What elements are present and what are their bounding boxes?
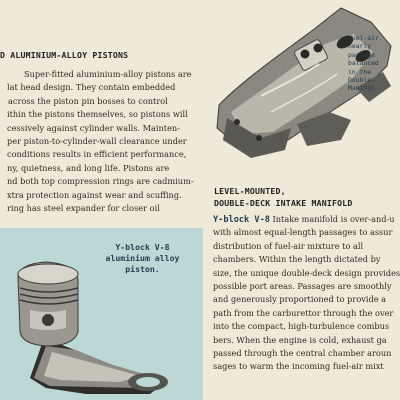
piston-caption: [95, 242, 190, 275]
pistons-line: across the piston pin bosses to control: [8, 95, 168, 106]
manifold-caption-line: in the: [348, 67, 372, 76]
piston-caption-line: piston.: [125, 264, 160, 274]
pistons-line: ithin the pistons themselves, so pistons will: [7, 109, 188, 120]
pistons-line: nd both top compression rings are cadmium-: [7, 176, 194, 187]
piston-caption-line: Y-block V-8: [115, 242, 170, 252]
manifold-heading-line-2: DOUBLE-DECK INTAKE MANIFOLD: [214, 198, 353, 208]
manifold-caption-line: Manifol: [348, 84, 375, 93]
manifold-caption-line: passage: [348, 50, 375, 59]
manifold-line: chambers. Within the length dictated by: [213, 254, 381, 265]
manifold-line: passed through the central chamber aroun: [213, 347, 392, 358]
manifold-caption-line: Double-: [348, 75, 375, 84]
pistons-paragraph: [0, 68, 194, 215]
manifold-paragraph: [213, 213, 400, 374]
pistons-line: cessively against cylinder walls. Mainten-: [7, 122, 180, 133]
manifold-caption-line: balanced: [348, 59, 379, 68]
manifold-line: with almost equal-length passages to assur: [213, 227, 393, 238]
manifold-heading-line-1: LEVEL-MOUNTED,: [214, 186, 286, 196]
pistons-heading: D ALUMINIUM-ALLOY PISTONS: [0, 50, 129, 60]
manifold-lead: Y-block V-8: [213, 215, 270, 225]
pistons-line: ring has steel expander for closer oil: [7, 202, 160, 213]
pistons-line: Super-fitted aluminium-alloy pistons are: [24, 69, 192, 79]
manifold-line: bers. When the engine is cold, exhaust ga: [213, 334, 387, 345]
manifold-caption: [348, 34, 379, 93]
manifold-line: size, the unique double-deck design provides: [213, 267, 400, 278]
manifold-line: sages to warm the incoming fuel-air mixt: [213, 361, 384, 372]
manifold-first-line-rest: Intake manifold is over-and-u: [269, 214, 395, 224]
pistons-line: ny, quietness, and long life. Pistons are: [7, 162, 170, 173]
manifold-line: path from the carburettor through the over: [213, 307, 394, 318]
pistons-line: lat head design. They contain embedded: [7, 82, 176, 93]
pistons-line: xtra protection against wear and scuffing.: [7, 189, 182, 200]
manifold-caption-line: nearly: [348, 42, 372, 51]
piston-caption-line: aluminium alloy: [105, 253, 180, 263]
manifold-line: into the compact, high-turbulence combus: [213, 321, 390, 332]
manifold-line: possible port areas. Passages are smoothly: [213, 280, 392, 291]
manifold-line: and generously proportioned to provide a: [213, 294, 387, 305]
piston-photo-panel: [0, 228, 203, 400]
manifold-first-line: [213, 213, 400, 226]
manifold-caption-line: Fuel-air: [348, 34, 379, 42]
pistons-line: per piston-to-cylinder-wall clearance under: [7, 135, 187, 146]
manifold-line: distribution of fuel-air mixture to all: [213, 240, 364, 251]
pistons-line: conditions results in efficient performance,: [7, 149, 187, 160]
